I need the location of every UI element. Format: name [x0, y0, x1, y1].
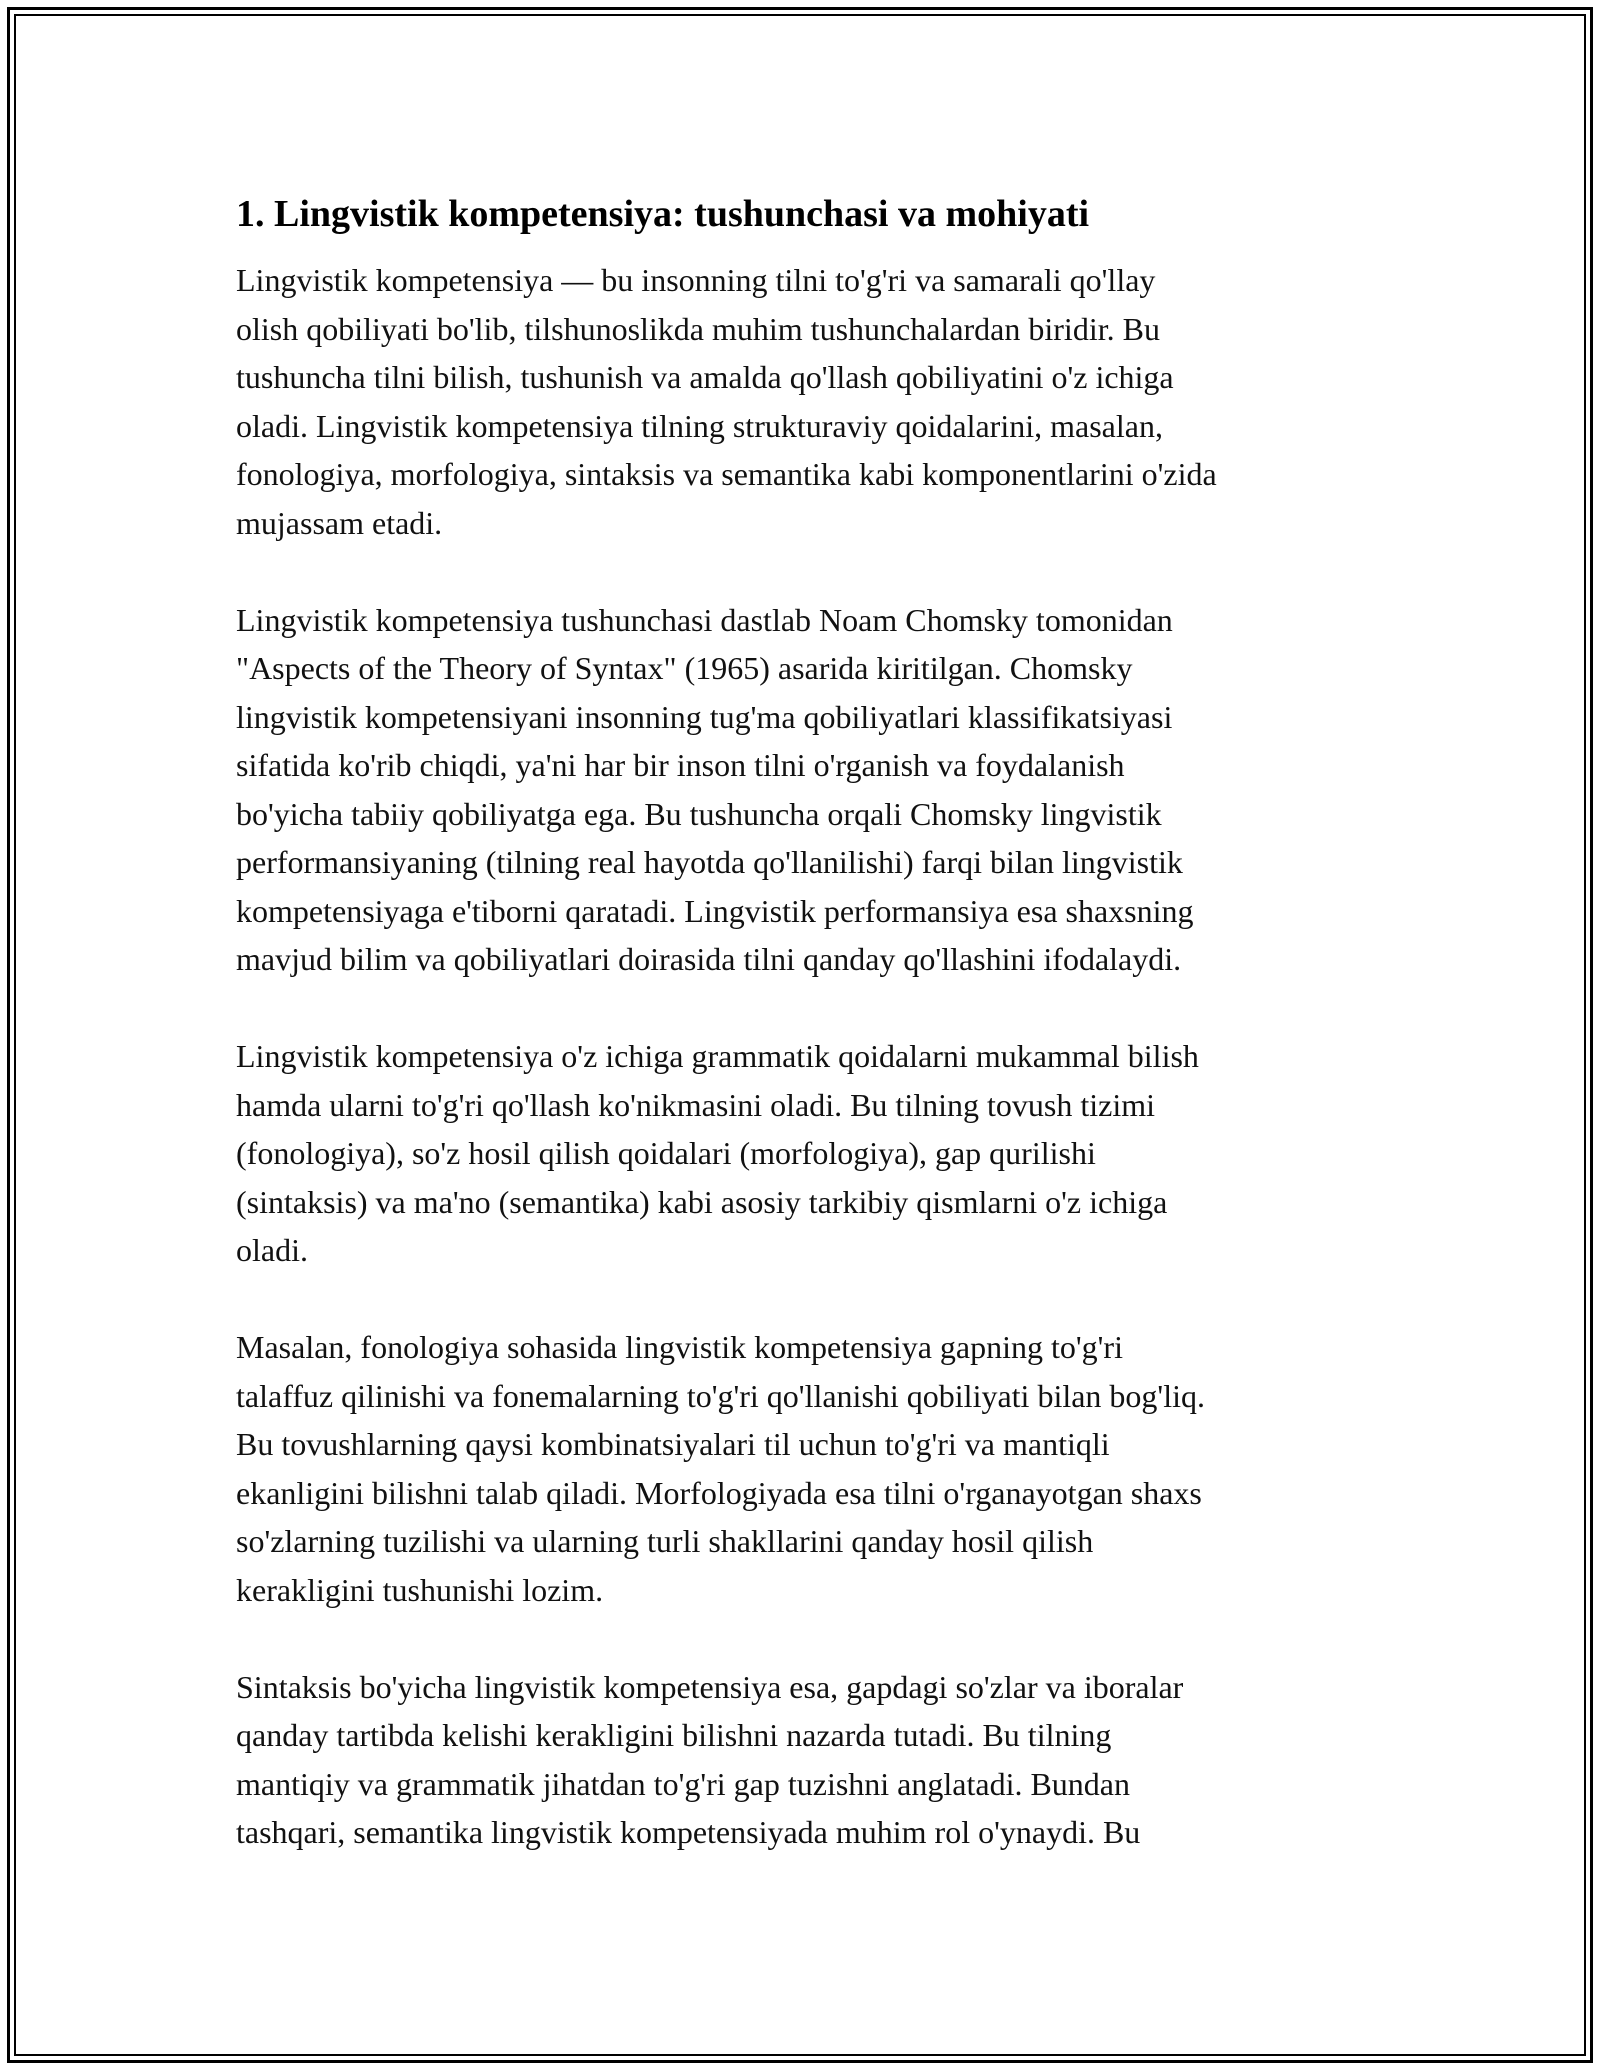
text-line: ekanligini bilishni talab qiladi. Morfologiyada esa tilni o'rganayotgan shaxs: [236, 1474, 1202, 1511]
text-line: performansiyaning (tilning real hayotda qo'llanilishi) farqi bilan lingvistik: [236, 844, 1183, 880]
text-line: Lingvistik kompetensiya — bu insonning tilni to'g'ri va samarali qo'llay: [236, 262, 1156, 298]
text-line: bo'yicha tabiiy qobiliyatga ega. Bu tushuncha orqali Chomsky lingvistik: [236, 795, 1162, 832]
text-line: hamda ularni to'g'ri qo'llash ko'nikmasini oladi. Bu tilning tovush tizimi: [236, 1086, 1155, 1123]
paragraph-4: [236, 1323, 1376, 1614]
paragraph-5: [236, 1663, 1376, 1857]
text-line: "Aspects of the Theory of Syntax" (1965) asarida kiritilgan. Chomsky: [236, 650, 1133, 686]
text-line: kompetensiyaga e'tiborni qaratadi. Lingvistik performansiya esa shaxsning: [236, 892, 1194, 929]
paragraph-3: [236, 1032, 1376, 1275]
text-line: oladi. Lingvistik kompetensiya tilning strukturaviy qoidalarini, masalan,: [236, 407, 1163, 444]
text-line: oladi.: [236, 1232, 308, 1268]
text-line: talaffuz qilinishi va fonemalarning to'g'ri qo'llanishi qobiliyati bilan bog'liq.: [236, 1377, 1205, 1414]
text-line: olish qobiliyati bo'lib, tilshunoslikda muhim tushunchalardan biridir. Bu: [236, 310, 1160, 347]
text-line: tashqari, semantika lingvistik kompetensiyada muhim rol o'ynaydi. Bu: [236, 1814, 1141, 1850]
text-line: mantiqiy va grammatik jihatdan to'g'ri gap tuzishni anglatadi. Bundan: [236, 1765, 1130, 1802]
text-line: (sintaksis) va ma'no (semantika) kabi asosiy tarkibiy qismlarni o'z ichiga: [236, 1183, 1168, 1220]
text-line: so'zlarning tuzilishi va ularning turli shakllarini qanday hosil qilish: [236, 1523, 1094, 1559]
text-line: Bu tovushlarning qaysi kombinatsiyalari til uchun to'g'ri va mantiqli: [236, 1426, 1110, 1462]
text-line: qanday tartibda kelishi kerakligini bilishni nazarda tutadi. Bu tilning: [236, 1717, 1112, 1753]
text-line: Sintaksis bo'yicha lingvistik kompetensiya esa, gapdagi so'zlar va iboralar: [236, 1668, 1184, 1705]
text-line: kerakligini tushunishi lozim.: [236, 1571, 604, 1608]
text-line: Lingvistik kompetensiya tushunchasi dastlab Noam Chomsky tomonidan: [236, 601, 1173, 638]
text-line: (fonologiya), so'z hosil qilish qoidalari (morfologiya), gap qurilishi: [236, 1135, 1096, 1171]
text-line: Masalan, fonologiya sohasida lingvistik kompetensiya gapning to'g'ri: [236, 1329, 1123, 1365]
text-line: lingvistik kompetensiyani insonning tug'ma qobiliyatlari klassifikatsiyasi: [236, 698, 1173, 735]
text-line: fonologiya, morfologiya, sintaksis va semantika kabi komponentlarini o'zida: [236, 456, 1217, 492]
document-body: [236, 186, 1376, 1905]
text-line: mavjud bilim va qobiliyatlari doirasida tilni qanday qo'llashini ifodalaydi.: [236, 941, 1182, 977]
text-line: mujassam etadi.: [236, 504, 443, 541]
paragraph-1: [236, 256, 1376, 547]
text-line: sifatida ko'rib chiqdi, ya'ni har bir inson tilni o'rganish va foydalanish: [236, 747, 1125, 783]
text-line: tushuncha tilni bilish, tushunish va amalda qo'llash qobiliyatini o'z ichiga: [236, 359, 1174, 395]
section-heading: 1. Lingvistik kompetensiya: tushunchasi va mohiyati: [236, 193, 1090, 235]
text-line: Lingvistik kompetensiya o'z ichiga grammatik qoidalarni mukammal bilish: [236, 1038, 1199, 1074]
paragraph-2: [236, 596, 1376, 984]
